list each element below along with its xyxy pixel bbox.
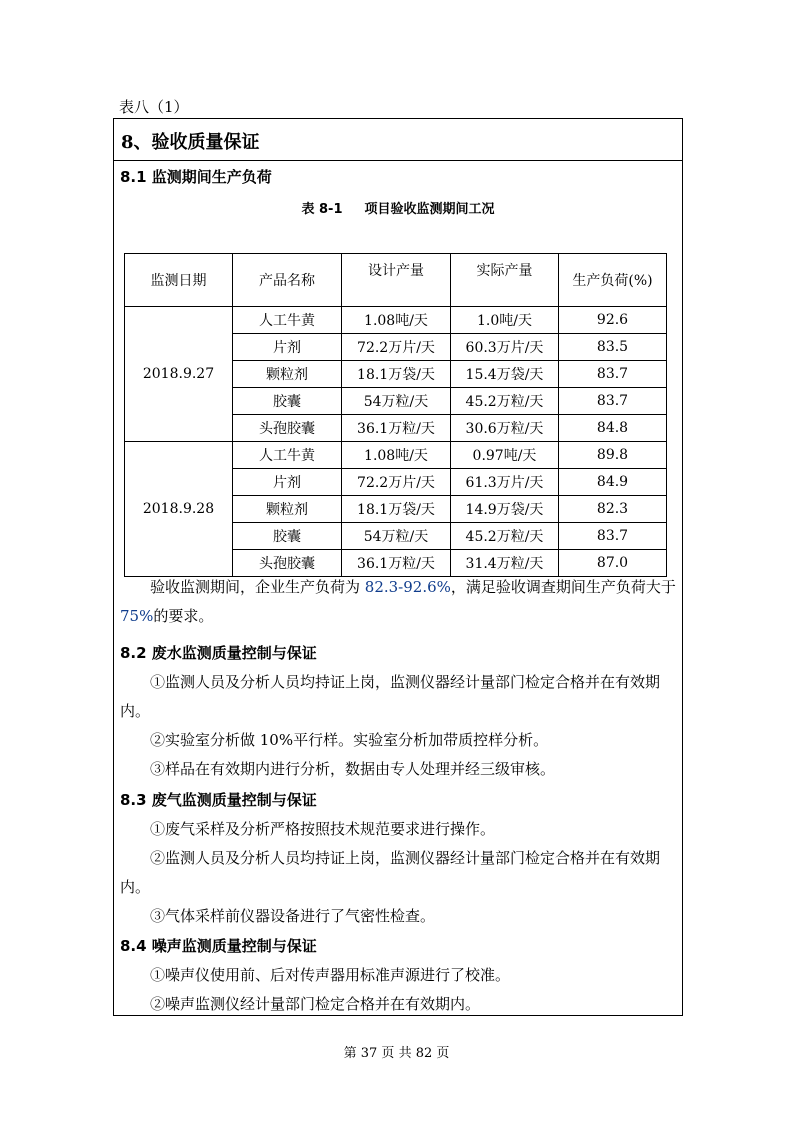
wastewater-item-2: ②实验室分析做 10%平行样。实验室分析加带质控样分析。 — [150, 731, 549, 749]
exhaust-item-2: ②监测人员及分析人员均持证上岗，监测仪器经计量部门检定合格并在有效期内。 — [120, 849, 661, 896]
load-cell: 82.3 — [559, 496, 667, 523]
section-frame — [113, 118, 683, 1016]
summary-text-e: 的要求。 — [153, 607, 214, 625]
design-cell: 18.1万袋/天 — [342, 361, 451, 388]
design-cell: 54万粒/天 — [342, 523, 451, 550]
exhaust-item-1: ①废气采样及分析严格按照技术规范要求进行操作。 — [150, 820, 496, 838]
summary-text-a: 验收监测期间，企业生产负荷为 — [150, 578, 365, 596]
header-design-output: 设计产量 — [342, 254, 451, 307]
table-row — [125, 307, 667, 334]
header-product: 产品名称 — [233, 254, 342, 307]
design-cell: 1.08吨/天 — [342, 307, 451, 334]
product-cell: 人工牛黄 — [233, 442, 342, 469]
subsection-8-1-heading: 8.1 监测期间生产负荷 — [120, 168, 272, 186]
actual-cell: 30.6万粒/天 — [451, 415, 559, 442]
load-cell: 84.9 — [559, 469, 667, 496]
summary-threshold: 75% — [120, 607, 154, 625]
load-summary-paragraph — [120, 573, 676, 631]
table-caption-number: 表 8-1 — [301, 202, 343, 217]
actual-cell: 45.2万粒/天 — [451, 523, 559, 550]
wastewater-item-3: ③样品在有效期内进行分析，数据由专人处理并经三级审核。 — [150, 760, 556, 778]
load-cell: 92.6 — [559, 307, 667, 334]
load-cell: 83.7 — [559, 523, 667, 550]
header-actual-output: 实际产量 — [451, 254, 559, 307]
design-cell: 36.1万粒/天 — [342, 550, 451, 577]
summary-load-range: 82.3-92.6% — [364, 578, 451, 596]
actual-cell: 45.2万粒/天 — [451, 388, 559, 415]
design-cell: 1.08吨/天 — [342, 442, 451, 469]
subsection-8-4-heading: 8.4 噪声监测质量控制与保证 — [120, 937, 317, 955]
production-load-table — [124, 253, 667, 577]
product-cell: 头孢胶囊 — [233, 415, 342, 442]
actual-cell: 14.9万袋/天 — [451, 496, 559, 523]
product-cell: 颗粒剂 — [233, 496, 342, 523]
design-cell: 72.2万片/天 — [342, 334, 451, 361]
table-caption-text: 项目验收监测期间工况 — [364, 202, 495, 217]
exhaust-item-3: ③气体采样前仪器设备进行了气密性检查。 — [150, 907, 436, 925]
load-cell: 83.5 — [559, 334, 667, 361]
design-cell: 18.1万袋/天 — [342, 496, 451, 523]
product-cell: 片剂 — [233, 469, 342, 496]
noise-item-2: ②噪声监测仪经计量部门检定合格并在有效期内。 — [150, 995, 481, 1013]
load-cell: 89.8 — [559, 442, 667, 469]
product-cell: 胶囊 — [233, 388, 342, 415]
product-cell: 胶囊 — [233, 523, 342, 550]
design-cell: 36.1万粒/天 — [342, 415, 451, 442]
actual-cell: 61.3万片/天 — [451, 469, 559, 496]
table-row — [125, 442, 667, 469]
actual-cell: 31.4万粒/天 — [451, 550, 559, 577]
header-load: 生产负荷(%) — [559, 254, 667, 307]
product-cell: 颗粒剂 — [233, 361, 342, 388]
date-cell: 2018.9.28 — [125, 442, 233, 577]
load-cell: 83.7 — [559, 388, 667, 415]
table-header-row — [125, 254, 667, 307]
actual-cell: 0.97吨/天 — [451, 442, 559, 469]
actual-cell: 1.0吨/天 — [451, 307, 559, 334]
section-title: 8、验收质量保证 — [114, 119, 682, 161]
design-cell: 72.2万片/天 — [342, 469, 451, 496]
load-cell: 83.7 — [559, 361, 667, 388]
subsection-8-2-heading: 8.2 废水监测质量控制与保证 — [120, 644, 317, 662]
product-cell: 头孢胶囊 — [233, 550, 342, 577]
noise-item-1: ①噪声仪使用前、后对传声器用标准声源进行了校准。 — [150, 966, 511, 984]
table-label: 表八（1） — [119, 98, 189, 116]
product-cell: 人工牛黄 — [233, 307, 342, 334]
load-cell: 84.8 — [559, 415, 667, 442]
product-cell: 片剂 — [233, 334, 342, 361]
actual-cell: 60.3万片/天 — [451, 334, 559, 361]
design-cell: 54万粒/天 — [342, 388, 451, 415]
page-footer: 第 37 页 共 82 页 — [343, 1046, 450, 1061]
header-date: 监测日期 — [125, 254, 233, 307]
summary-text-c: ，满足验收调查期间生产负荷大于 — [450, 578, 676, 596]
actual-cell: 15.4万袋/天 — [451, 361, 559, 388]
table-caption — [114, 198, 682, 217]
subsection-8-3-heading: 8.3 废气监测质量控制与保证 — [120, 791, 317, 809]
wastewater-item-1: ①监测人员及分析人员均持证上岗，监测仪器经计量部门检定合格并在有效期内。 — [120, 673, 661, 720]
date-cell: 2018.9.27 — [125, 307, 233, 442]
load-cell: 87.0 — [559, 550, 667, 577]
